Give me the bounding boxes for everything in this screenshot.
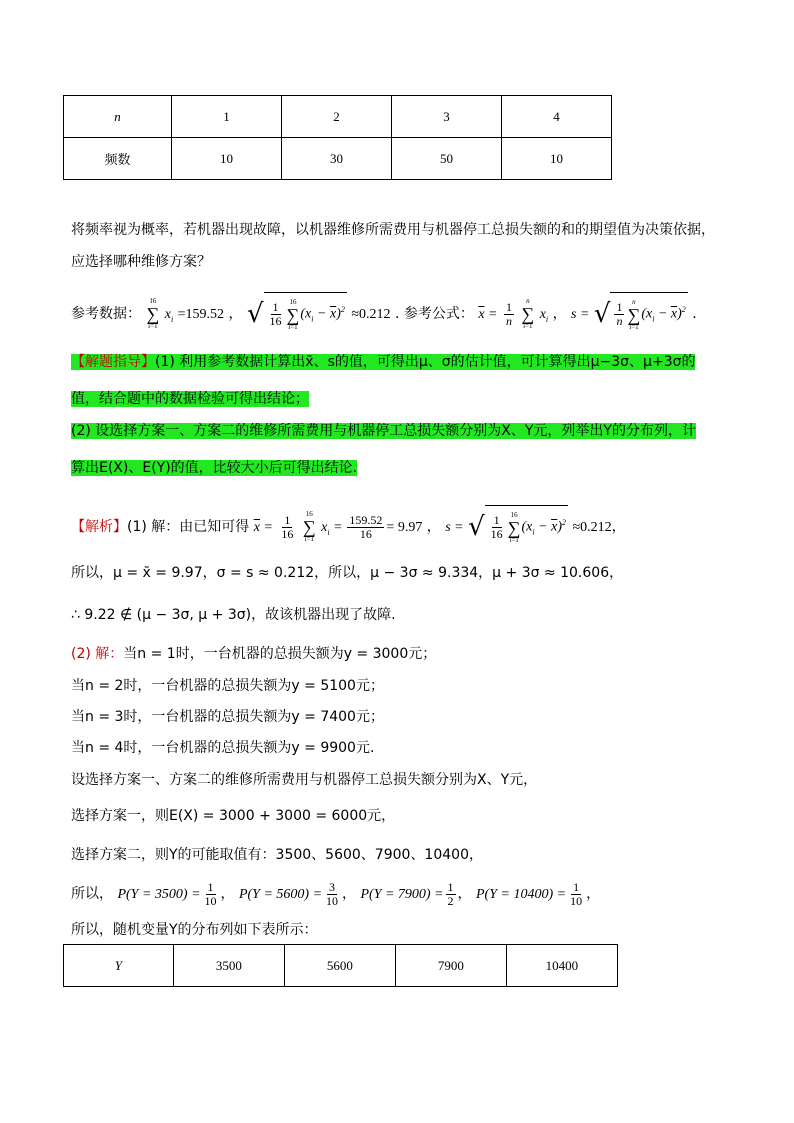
table-cell: Y: [64, 945, 174, 987]
reference-label: 参考数据：: [71, 306, 141, 323]
sum-value: =159.52: [177, 307, 225, 323]
reference-data: 参考数据： 16 ∑ i=1 $x_i =159.52$ ， √ $\frac{1}{16}$ 16 ∑ i=1 $(x_i - \overline{x})^2$ ≈0.212 . 参考公式： $\overline{x}$ = $\frac{1}{n}$ n ∑ i=1 $x_i$ ， s = √ $\frac{1}{n}$ n ∑ i=1 $(x_i - \overline{x})^2$ .: [71, 292, 697, 337]
table-cell: 7900: [395, 945, 506, 987]
table-row: [64, 96, 612, 138]
table-cell: 2: [282, 96, 392, 138]
frequency-table: [63, 95, 612, 180]
table-cell: n: [64, 96, 172, 138]
probability-line: 所以， P(Y = 3500) = $\frac{1}{10}$ ， P(Y = 5600) = $\frac{3}{10}$ ， P(Y = 7900) = $\frac{1}{2}$ ， P(Y = 10400) = $\frac{1}{10}$ ，: [71, 879, 601, 908]
analysis-line-plan2: 选择方案二，则Y的可能取值有：3500、5600、7900、10400，: [71, 847, 483, 863]
analysis-part2-line-3: 当n = 3时，一台机器的总损失额为y = 7400元；: [71, 709, 384, 725]
std-value: ≈0.212: [351, 307, 391, 323]
analysis-part2-line-4: 当n = 4时，一台机器的总损失额为y = 9900元.: [71, 740, 375, 756]
sqrt-expression: √ $\frac{1}{16}$ 16 ∑ i=1 $(x_i - \overline{x})^2$: [247, 292, 347, 336]
table-cell: 50: [391, 138, 501, 180]
formula-label: 参考公式：: [403, 306, 474, 323]
analysis-part2-line-1: (2) 解：当n = 1时，一台机器的总损失额为y = 3000元；: [71, 646, 437, 662]
guide-line-1: 【解题指导】(1) 利用参考数据计算出x̄、s的值，可得出μ、σ的估计值，可计算得出μ−3σ、μ+3σ的: [71, 354, 696, 370]
table-cell: 频数: [64, 138, 172, 180]
table-cell: 10400: [506, 945, 617, 987]
sum-symbol: 16 ∑ i=1: [146, 297, 160, 331]
question-text: 应选择哪种维修方案？: [71, 254, 211, 270]
table-cell: 30: [282, 138, 392, 180]
table-cell: 10: [172, 138, 282, 180]
guide-tag: 【解题指导】: [71, 354, 155, 370]
table-cell: 5600: [284, 945, 395, 987]
table-cell: 10: [501, 138, 611, 180]
analysis-line-therefore: ∴ 9.22 ∉ (μ − 3σ, μ + 3σ)，故该机器出现了故障.: [71, 607, 396, 623]
table-cell: 4: [501, 96, 611, 138]
analysis-part2-line-2: 当n = 2时，一台机器的总损失额为y = 5100元；: [71, 678, 384, 694]
table-cell: 1: [172, 96, 282, 138]
analysis-line-1: 【解析】(1) 解：由已知可得 $\overline{x}$ = $\frac{1}{16}$ 16 ∑ i=1 $x_i$ = $\frac{159.52}{16}$ = 9.97 ， s = √ $\frac{1}{16}$ 16 ∑ i=1 $(x_i - \overline{x})^2$ ≈0.212，: [71, 505, 626, 550]
distribution-table: [63, 944, 618, 987]
question-text: 将频率视为概率，若机器出现故障，以机器维修所需费用与机器停工总损失额的和的期望值为决策依据，: [71, 222, 715, 238]
analysis-line-mu: 所以，μ = x̄ = 9.97，σ = s ≈ 0.212，所以，μ − 3σ ≈ 9.334，μ + 3σ ≈ 10.606，: [71, 565, 624, 581]
analysis-tag: 【解析】: [71, 519, 127, 536]
guide-line-3: (2) 设选择方案一、方案二的维修所需费用与机器停工总损失额分别为X、Y元，列举出Y的分布列，计: [71, 423, 696, 439]
guide-line-2: 值，结合题中的数据检验可得出结论；: [71, 391, 309, 407]
table-row: [64, 138, 612, 180]
table-cell: 3: [391, 96, 501, 138]
guide-line-4: 算出E(X)、E(Y)的值，比较大小后可得出结论.: [71, 460, 358, 476]
analysis-line-set: 设选择方案一、方案二的维修所需费用与机器停工总损失额分别为X、Y元，: [71, 772, 538, 788]
table-cell: 3500: [173, 945, 284, 987]
analysis-line-plan1: 选择方案一，则E(X) = 3000 + 3000 = 6000元，: [71, 808, 396, 824]
table-row: [64, 945, 618, 987]
analysis-line-dist: 所以，随机变量Y的分布列如下表所示：: [71, 922, 318, 938]
